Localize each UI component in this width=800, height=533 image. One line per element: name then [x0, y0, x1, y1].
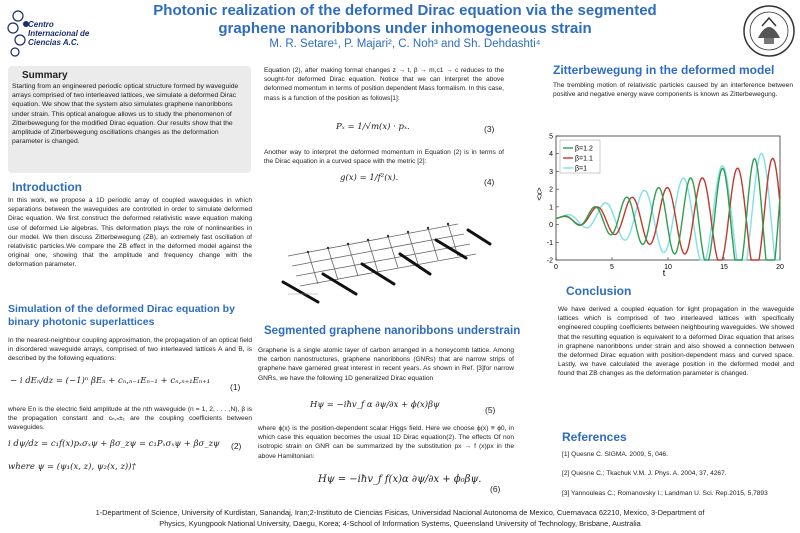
- references-heading: References: [562, 430, 627, 444]
- footer-line-2: Physics, Kyungpook National University, Daegu, Korea; 4-School of Information Systems, Queensland University of Technology, Brisbane, Australia: [159, 518, 641, 528]
- strain-bars: [283, 230, 490, 302]
- legend-label: β=1.2: [575, 145, 593, 153]
- curved-space-text: Another way to interpret the deformed momentum in Equation (2) is in terms of the Dirac equation in a curved space with the metric [2]:: [264, 149, 504, 166]
- equation-4: g(x) = 1/f²(x).: [340, 173, 399, 183]
- reference-item: [1] Quesne C. SIGMA. 2009, 5, 046.: [562, 451, 668, 458]
- psi-definition: where ψ = (ψ₁(x, z), ψ₂(x, z))†: [8, 462, 136, 472]
- segmented-gnr-heading: Segmented graphene nanoribbons understrain: [264, 325, 521, 337]
- chart-x-label: t: [662, 268, 666, 278]
- logo-line-3: Ciencias A.C.: [28, 38, 79, 47]
- equation-5: Hψ = −iħv_f α ∂ψ/∂x + ϕ(x)βψ: [310, 400, 440, 410]
- x-tick-label: 10: [664, 264, 672, 271]
- reference-item: [2] Quesne C.; Tkachuk V.M. J. Phys. A. 2004, 37, 4267.: [562, 470, 727, 477]
- equation-4-number: (4): [484, 177, 495, 187]
- deformed-dirac-text: Equation (2), after making formal changes z → t, β → m,c1 → c reduces to the sought-for deformed Dirac equation. Notice that we can Interpret the above deformed momentum in terms of position dependent Mass formalism. In this case, mass is a function of the position as follows[1]:: [264, 67, 504, 102]
- x-tick-label: 0: [554, 264, 558, 271]
- equation-2: i dψ/dz = c₁f(x)pₓσₓψ + βσ_zψ = c₁Pₓσₓψ + βσ_zψ: [8, 439, 220, 449]
- lattice-atoms: [307, 223, 449, 253]
- simulation-text: In the nearest-neighbour coupling approximation, the propagation of an optical field in disordered waveguide arrays, comprised of two interleaved lattices A and B, is described by the following equations:: [8, 337, 252, 363]
- logo-line-2: Internacional de: [28, 29, 90, 38]
- y-tick-label: 4: [549, 151, 553, 159]
- title-line-2: graphene nanoribbons under inhomogeneous strain: [218, 20, 592, 37]
- university-seal-icon: [742, 4, 796, 58]
- zitterbewegung-chart: [532, 130, 800, 278]
- chart-y-label: <x>: [535, 187, 544, 201]
- introduction-text: In this work, we propose a 1D periodic array of coupled waveguides in which separations between the waveguides are controlled in order to simulate deformed Dirac equation. We first construct the deformed relativistic wave equation making use of deformed Lie algebras. This deformation plays the role of nonlinearities in our model. We then discuss Zitterbewegung (ZB), an extremely fast oscillation of relativistic particles.We compare the ZB effect in the deformed model against the original one, showing that the amplitude and frequency change with the deformation parameter.: [8, 197, 252, 269]
- y-tick-label: 3: [549, 168, 553, 176]
- y-tick-label: 1: [549, 204, 553, 212]
- chart-legend: [560, 140, 600, 173]
- zitterbewegung-text: The trembling motion of relativistic particles caused by an interference between positive and negative energy wave components is known as Zitterbewegung.: [553, 82, 793, 99]
- legend-label: β=1.1: [575, 155, 593, 163]
- segmented-gnr-text: Graphene is a single atomic layer of carbon arranged in a honeycomb lattice. Among the carbon nanostructures, graphene nanoribbons (GNRs) that are narrow strips of graphene have garnered great interest in recent years. As shown in Ref. [3]for narrow GNRs, we have the following 1D generalized Dirac equation: [258, 347, 514, 382]
- y-tick-label: 2: [549, 186, 553, 194]
- title-line-1: Photonic realization of the deformed Dirac equation via the segmented: [153, 2, 657, 19]
- footer-line-1: 1-Department of Science, University of Kurdistan, Sanandaj, Iran;2-Instituto de Ciencias Fisicas, Universidad Nacional Autonoma de Mexico, Cuernavaca 62210, Mexico, 3-Department of: [95, 508, 705, 517]
- conclusion-text: We have derived a coupled equation for light propagation in the waveguide lattices which is comprised of two interleaved lattices with specifically engineered coupling coefficients between neighbouring waveguides. We showed that the resulting equation is equivalent to a deformed Dirac equation that arises in graphene nanoribbons under strain and also showed a connection between the deformed Dirac equation with position-dependent mass and curved space. Lastly, we have calculated the average position in the deformed model and found that ZB changes as the deformation parameter is changed.: [558, 306, 794, 378]
- zitterbewegung-heading: Zitterbewegung in the deformed model: [553, 63, 775, 77]
- equation-5-number: (5): [485, 405, 496, 415]
- conclusion-heading: Conclusion: [566, 284, 632, 298]
- authors: M. R. Setare¹, P. Majari², C. Noh³ and Sh. Dehdashti⁴: [269, 38, 541, 50]
- poster-title: [110, 2, 700, 38]
- equation-3: Pₓ = 1/√m(x) · pₓ.: [336, 122, 410, 132]
- equation-2-number: (2): [231, 441, 242, 451]
- simulation-heading: Simulation of the deformed Dirac equation by binary photonic superlattices: [8, 303, 235, 328]
- x-tick-label: 15: [720, 264, 728, 271]
- y-tick-label: -1: [546, 239, 553, 247]
- higgs-field-text: where ϕ(x) is the position-dependent scalar Higgs field. Here we choose ϕ(x) ≡ ϕ0, in which case this equation becomes the usual 1D Dirac equation(2). The effects Of non isotropic strain on GNR can be summarized by the substitution px → f (x)px in the above Hamiltonian:: [258, 425, 514, 460]
- graphene-nanoribbon-diagram: [278, 194, 500, 312]
- equation-1-explanation: where En is the electric field amplitude at the nth waveguide (n = 1, 2, . . . ,N), β is the propagation constant and cₙ,ₙ±₁ are the coupling coefficients between waveguides.: [8, 406, 252, 432]
- equation-3-number: (3): [484, 124, 495, 134]
- x-tick-label: 5: [610, 264, 614, 271]
- logo-text: [28, 20, 103, 47]
- y-tick-label: 5: [549, 133, 553, 141]
- affiliations-footer: [0, 508, 800, 533]
- x-tick-label: 20: [776, 264, 784, 271]
- introduction-heading: Introduction: [12, 180, 82, 194]
- summary-box: [8, 66, 251, 173]
- y-tick-label: -2: [546, 257, 553, 265]
- summary-text: Starting from an engineered periodic optical structure formed by waveguide arrays comprised of two interleaved lattices, we simulate a deformed Dirac equation. We show that the system also simulates graphene nanoribbons under strain. This optical analogue allows us to study the phenomenon of Zitterbewegung for the modified Dirac equation. Our results show that the amplitude of Zitterbewegung oscillations changes as the deformation parameter is changed.: [12, 83, 239, 146]
- institution-logo-left: [4, 4, 104, 60]
- equation-6-number: (6): [490, 484, 501, 494]
- logo-line-1: Centro: [28, 20, 54, 29]
- legend-label: β=1: [575, 165, 588, 173]
- equation-6: Hψ = −iħv_f f(x)α ∂ψ/∂x + ϕ₀βψ.: [318, 474, 482, 485]
- reference-item: [3] Yannouleas C.; Romanovsky I.; Landman U. Sci. Rep.2015, 5,7893: [562, 490, 768, 497]
- equation-1-number: (1): [230, 382, 241, 392]
- y-tick-label: 0: [549, 222, 553, 230]
- equation-1: − i dEₙ/dz = (−1)ⁿ βEₙ + cₙ,ₙ₋₁Eₙ₋₁ + cₙ,ₙ₊₁Eₙ₊₁: [10, 376, 211, 386]
- summary-heading: Summary: [22, 70, 68, 81]
